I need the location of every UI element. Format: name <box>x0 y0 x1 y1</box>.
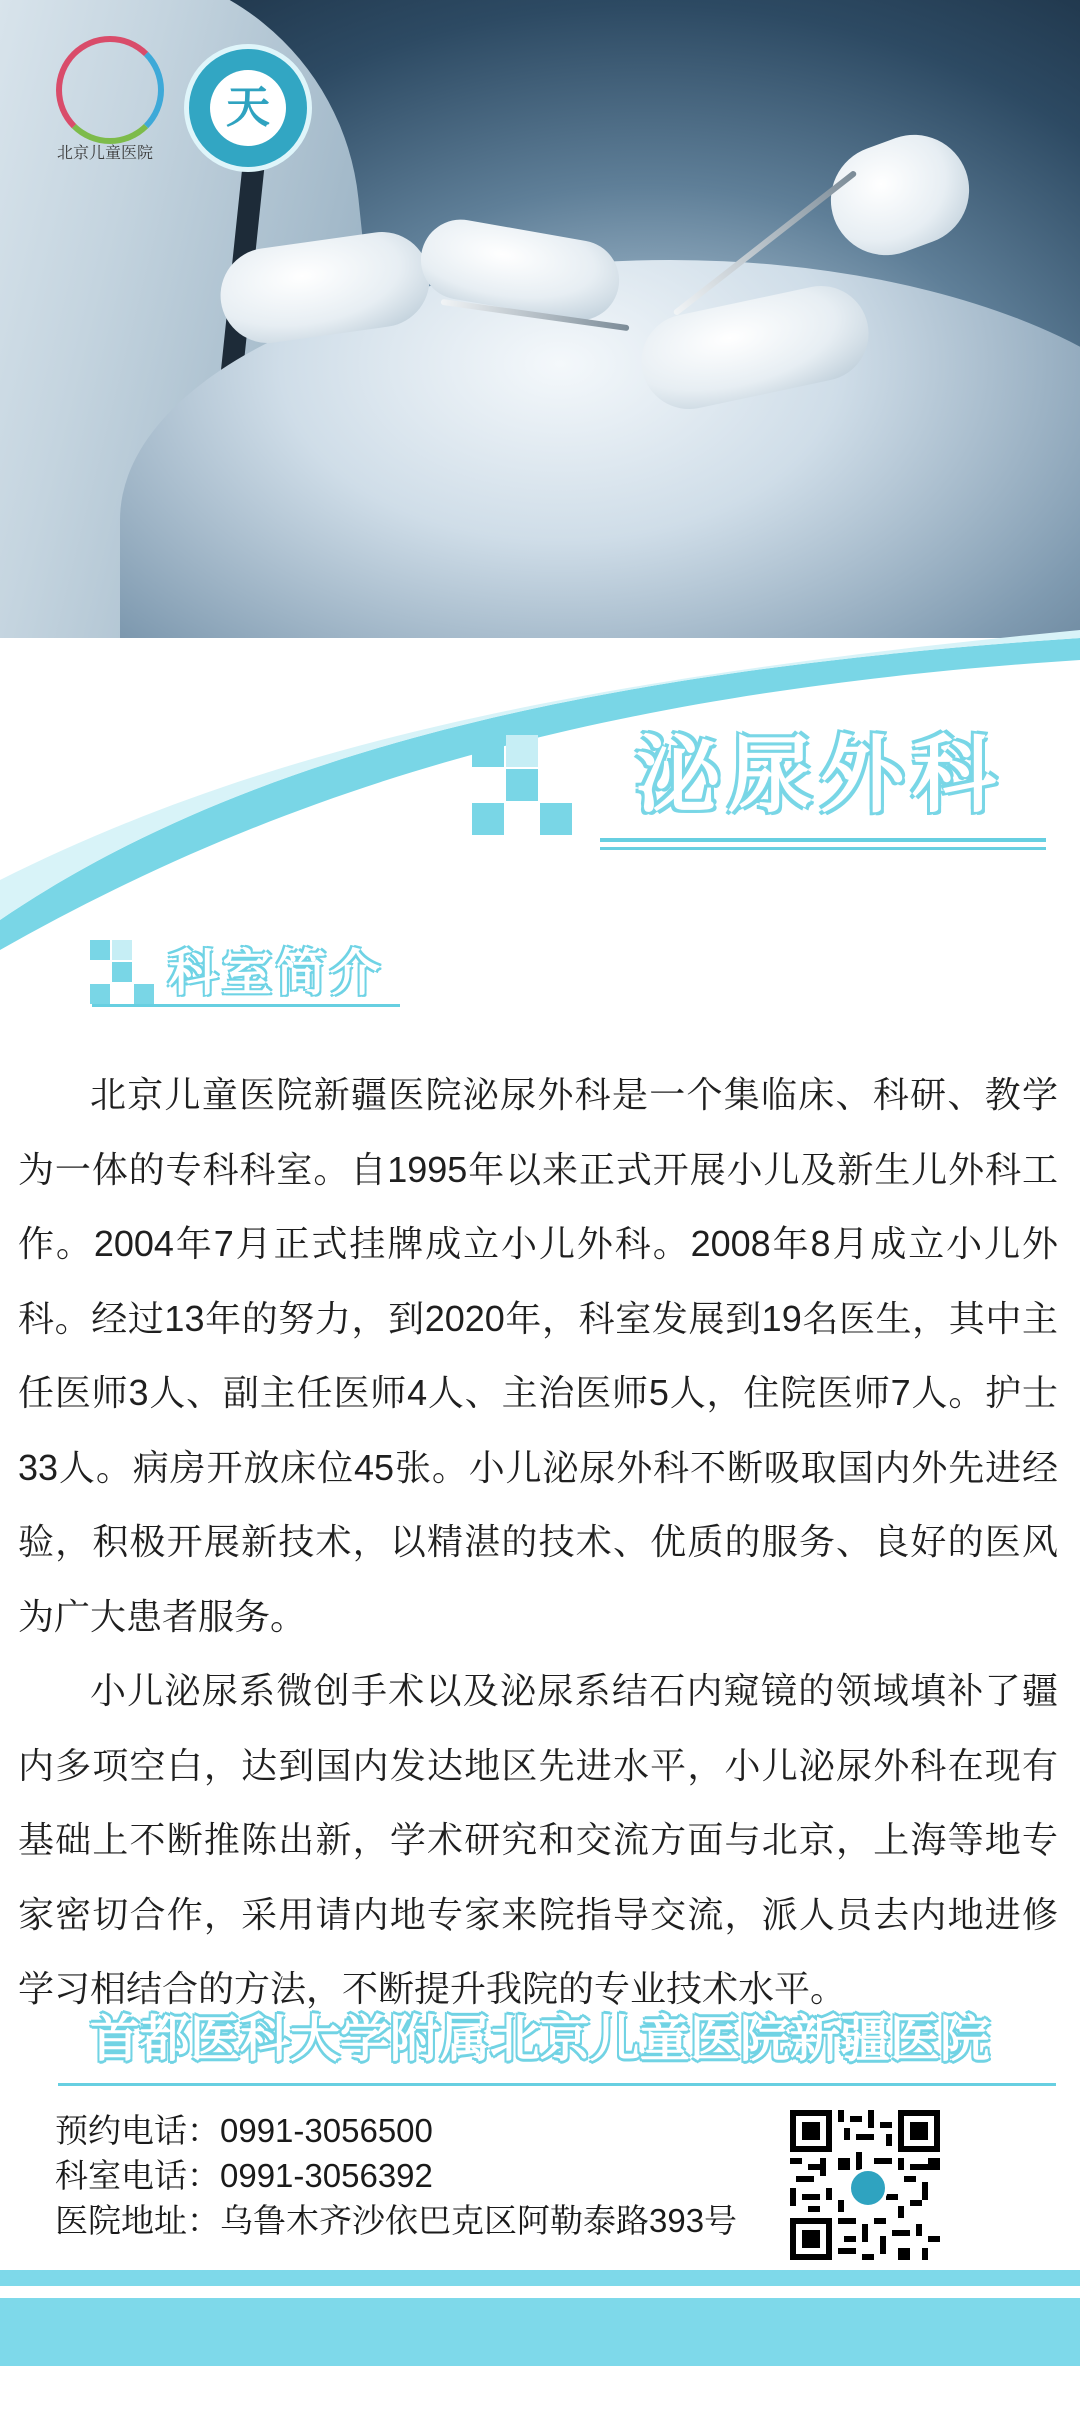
department-phone[interactable]: 0991-3056392 <box>220 2157 433 2194</box>
department-intro <box>18 1058 1058 2027</box>
badge-glyph: 天 <box>210 70 286 146</box>
glove-hand <box>815 119 984 270</box>
heart-logo-icon <box>56 36 164 144</box>
contact-label: 医院地址： <box>55 2202 220 2239</box>
department-title: 泌尿外科 <box>635 725 1004 824</box>
xinjiang-hospital-badge-icon <box>184 44 312 172</box>
footer-band <box>0 2298 1080 2366</box>
section-title: 科室简介 <box>168 943 384 1002</box>
contact-row-address <box>55 2198 775 2243</box>
qr-code-icon[interactable] <box>790 2110 940 2260</box>
footer-band-thin <box>0 2270 1080 2286</box>
hospital-address: 乌鲁木齐沙依巴克区阿勒泰路393号 <box>220 2202 738 2239</box>
intro-paragraph: 北京儿童医院新疆医院泌尿外科是一个集临床、科研、教学为一体的专科科室。自1995年以来正式开展小儿及新生儿外科工作。2004年7月正式挂牌成立小儿外科。2008年8月成立小儿外科。经过13年的努力，到2020年，科室发展到19名医生，其中主任医师3人、副主任医师4人、主治医师5人，住院医师7人。护士33人。病房开放床位45张。小儿泌尿外科不断吸取国内外先进经验，积极开展新技术，以精湛的技术、优质的服务、良好的医风为广大患者服务。 <box>18 1074 1058 1637</box>
contact-row-appointment <box>55 2108 775 2153</box>
hospital-name: 首都医科大学附属北京儿童医院新疆医院 <box>90 2010 990 2068</box>
title-underline <box>600 838 1046 842</box>
section-underline <box>92 1004 400 1007</box>
title-mosaic-icon <box>472 735 572 835</box>
contact-info <box>55 2108 775 2243</box>
hero-photo <box>0 0 1080 638</box>
contact-label: 预约电话： <box>55 2112 220 2149</box>
title-underline-secondary <box>600 847 1046 850</box>
intro-paragraph: 小儿泌尿系微创手术以及泌尿系结石内窥镜的领域填补了疆内多项空白，达到国内发达地区先进水平，小儿泌尿外科在现有基础上不断推陈出新，学术研究和交流方面与北京，上海等地专家密切合作，采用请内地专家来院指导交流，派人员去内地进修学习相结合的方法，不断提升我院的专业技术水平。 <box>18 1670 1058 2009</box>
appointment-phone[interactable]: 0991-3056500 <box>220 2112 433 2149</box>
hospital-name-underline <box>58 2083 1056 2086</box>
qr-center-logo-icon <box>848 2168 888 2208</box>
logo-caption: 北京儿童医院 <box>56 143 153 162</box>
logo-group <box>40 30 312 180</box>
hospital-logo <box>40 30 170 180</box>
contact-row-department <box>55 2153 775 2198</box>
section-mosaic-icon <box>90 940 160 1010</box>
contact-label: 科室电话： <box>55 2157 220 2194</box>
